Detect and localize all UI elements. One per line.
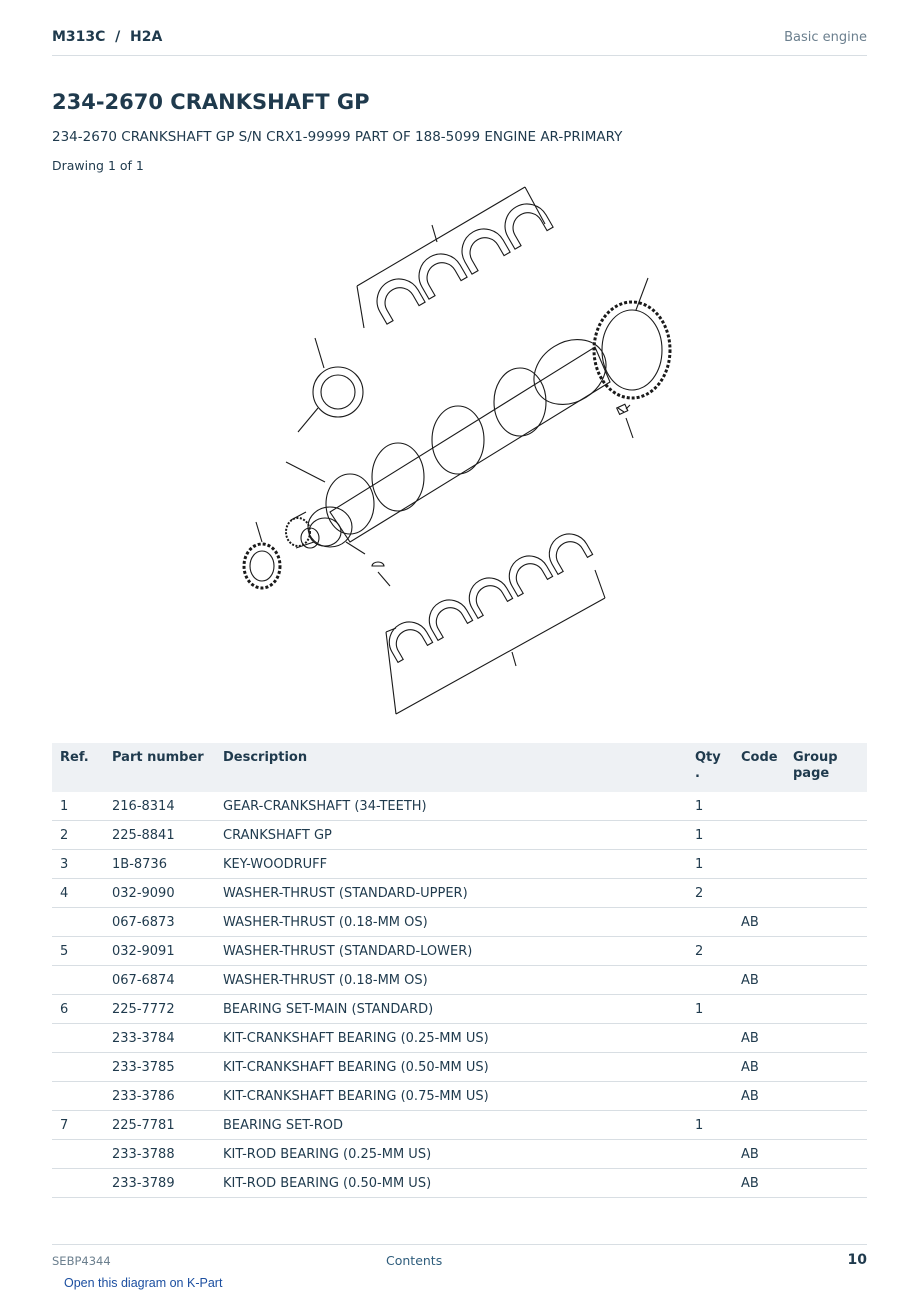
cell-part-number: 067-6873 [104, 908, 215, 937]
model-label: M313C / H2A [52, 29, 163, 45]
cell-description: KEY-WOODRUFF [215, 850, 687, 879]
cell-description: WASHER-THRUST (STANDARD-LOWER) [215, 937, 687, 966]
page-footer [52, 1244, 867, 1275]
rod-bearing-shells-icon [382, 527, 605, 714]
table-row [52, 879, 867, 908]
cell-description: KIT-CRANKSHAFT BEARING (0.25-MM US) [215, 1024, 687, 1053]
cell-group-page [785, 1082, 867, 1111]
cell-description: KIT-CRANKSHAFT BEARING (0.50-MM US) [215, 1053, 687, 1082]
cell-ref: 7 [52, 1111, 104, 1140]
cell-code: AB [733, 1082, 785, 1111]
table-row [52, 850, 867, 879]
cell-description: BEARING SET-MAIN (STANDARD) [215, 995, 687, 1024]
table-row [52, 1082, 867, 1111]
table-row [52, 821, 867, 850]
cell-qty [687, 966, 733, 995]
cell-part-number: 1B-8736 [104, 850, 215, 879]
cell-code [733, 995, 785, 1024]
cell-ref: 1 [52, 792, 104, 821]
parts-table-header [52, 743, 867, 792]
page-subtitle: 234-2670 CRANKSHAFT GP S/N CRX1-99999 PART OF 188-5099 ENGINE AR-PRIMARY [52, 129, 623, 145]
cell-qty: 2 [687, 879, 733, 908]
cell-code: AB [733, 908, 785, 937]
open-in-kpart-link[interactable]: Open this diagram on K-Part [64, 1276, 223, 1290]
cell-qty: 1 [687, 1111, 733, 1140]
cell-code [733, 1111, 785, 1140]
table-row [52, 1024, 867, 1053]
cell-code [733, 850, 785, 879]
cell-description: WASHER-THRUST (STANDARD-UPPER) [215, 879, 687, 908]
cell-part-number: 032-9091 [104, 937, 215, 966]
cell-part-number: 233-3784 [104, 1024, 215, 1053]
table-row [52, 995, 867, 1024]
cell-qty [687, 1024, 733, 1053]
cell-part-number: 233-3789 [104, 1169, 215, 1198]
cell-description: WASHER-THRUST (0.18-MM OS) [215, 908, 687, 937]
document-number: SEBP4344 [52, 1254, 111, 1268]
cell-ref [52, 1024, 104, 1053]
table-row [52, 1169, 867, 1198]
section-label: Basic engine [784, 30, 867, 45]
parts-table-body [52, 792, 867, 1198]
cell-group-page [785, 821, 867, 850]
cell-code: AB [733, 1024, 785, 1053]
cell-qty: 1 [687, 995, 733, 1024]
cell-part-number: 233-3788 [104, 1140, 215, 1169]
cell-ref: 2 [52, 821, 104, 850]
header-group-page: Group page [785, 743, 867, 792]
crankshaft-exploded-view-icon [200, 182, 720, 722]
cell-group-page [785, 995, 867, 1024]
cell-ref [52, 1140, 104, 1169]
cell-group-page [785, 1169, 867, 1198]
cell-group-page [785, 937, 867, 966]
cell-code [733, 792, 785, 821]
cell-group-page [785, 792, 867, 821]
cell-group-page [785, 1140, 867, 1169]
cell-ref: 6 [52, 995, 104, 1024]
table-row [52, 1140, 867, 1169]
cell-ref [52, 1053, 104, 1082]
cell-part-number: 225-7781 [104, 1111, 215, 1140]
cell-description: KIT-CRANKSHAFT BEARING (0.75-MM US) [215, 1082, 687, 1111]
cell-qty: 2 [687, 937, 733, 966]
cell-qty [687, 1169, 733, 1198]
cell-group-page [785, 1111, 867, 1140]
crankshaft-icon [286, 326, 618, 554]
page-title: 234-2670 CRANKSHAFT GP [52, 90, 370, 114]
header-description: Description [215, 743, 687, 792]
cell-group-page [785, 1053, 867, 1082]
cell-part-number: 216-8314 [104, 792, 215, 821]
header-code: Code [733, 743, 785, 792]
cell-ref [52, 908, 104, 937]
crankshaft-gear-icon [244, 522, 280, 588]
cell-part-number: 225-8841 [104, 821, 215, 850]
page-header [52, 28, 867, 56]
cell-code: AB [733, 1053, 785, 1082]
cell-code: AB [733, 1169, 785, 1198]
cell-ref [52, 1169, 104, 1198]
crankshaft-diagram [200, 182, 720, 722]
woodruff-key-icon [372, 562, 390, 586]
cell-ref: 5 [52, 937, 104, 966]
cell-description: BEARING SET-ROD [215, 1111, 687, 1140]
header-part-number: Part number [104, 743, 215, 792]
table-row [52, 937, 867, 966]
cell-code [733, 821, 785, 850]
table-row [52, 1111, 867, 1140]
header-ref: Ref. [52, 743, 104, 792]
cell-qty [687, 908, 733, 937]
cell-code [733, 937, 785, 966]
cell-code: AB [733, 966, 785, 995]
cell-qty: 1 [687, 850, 733, 879]
cell-qty: 1 [687, 792, 733, 821]
table-row [52, 792, 867, 821]
parts-table [52, 743, 867, 1198]
table-row [52, 966, 867, 995]
cell-part-number: 032-9090 [104, 879, 215, 908]
cell-description: WASHER-THRUST (0.18-MM OS) [215, 966, 687, 995]
main-bearing-shells-icon [357, 187, 553, 328]
cell-qty [687, 1082, 733, 1111]
thrust-washer-icon [298, 338, 363, 432]
header-qty: Qty . [687, 743, 733, 792]
cell-group-page [785, 879, 867, 908]
cell-group-page [785, 908, 867, 937]
cell-code [733, 879, 785, 908]
cell-qty: 1 [687, 821, 733, 850]
cell-part-number: 067-6874 [104, 966, 215, 995]
cell-description: KIT-ROD BEARING (0.50-MM US) [215, 1169, 687, 1198]
cell-code: AB [733, 1140, 785, 1169]
cell-part-number: 225-7772 [104, 995, 215, 1024]
cell-ref: 3 [52, 850, 104, 879]
cell-qty [687, 1053, 733, 1082]
cell-description: GEAR-CRANKSHAFT (34-TEETH) [215, 792, 687, 821]
cell-qty [687, 1140, 733, 1169]
drawing-label: Drawing 1 of 1 [52, 158, 144, 173]
cell-ref: 4 [52, 879, 104, 908]
page-number: 10 [847, 1252, 867, 1268]
cell-ref [52, 966, 104, 995]
cell-group-page [785, 966, 867, 995]
cell-part-number: 233-3785 [104, 1053, 215, 1082]
cell-ref [52, 1082, 104, 1111]
cell-description: CRANKSHAFT GP [215, 821, 687, 850]
contents-link[interactable]: Contents [386, 1253, 443, 1268]
cell-group-page [785, 1024, 867, 1053]
table-row [52, 1053, 867, 1082]
cell-part-number: 233-3786 [104, 1082, 215, 1111]
cell-description: KIT-ROD BEARING (0.25-MM US) [215, 1140, 687, 1169]
table-row [52, 908, 867, 937]
cell-group-page [785, 850, 867, 879]
